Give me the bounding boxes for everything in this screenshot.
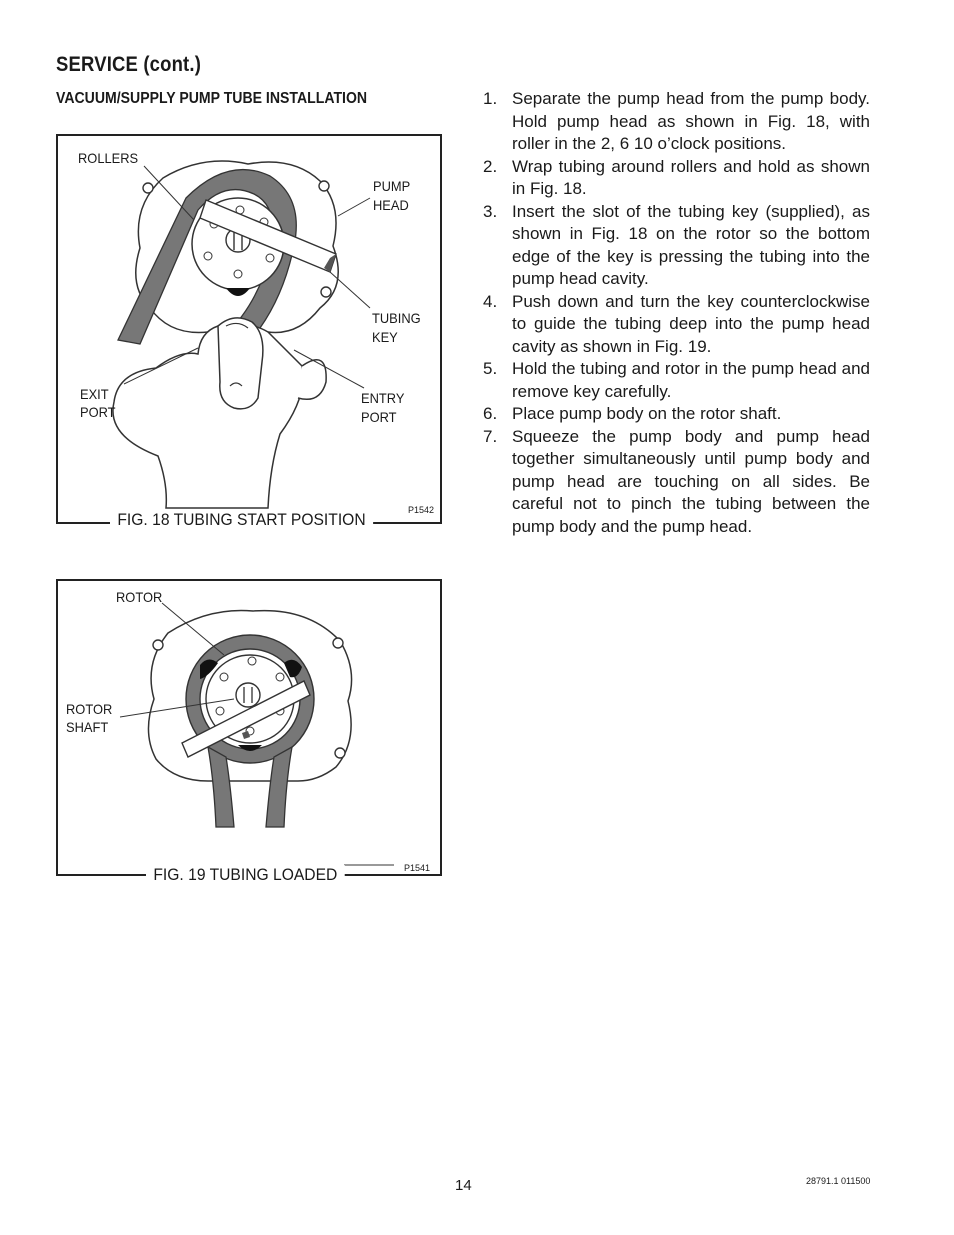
step-number: 3. [483,201,498,221]
step-item [483,403,870,426]
label-rotor-shaft-line1: ROTOR [66,701,113,717]
step-text: Place pump body on the rotor shaft. [512,404,782,423]
label-pump-head-line2: HEAD [373,197,409,213]
figure-18 [56,134,442,529]
document-code: 28791.1 011500 [806,1176,871,1186]
step-number: 1. [483,89,498,108]
step-item [483,426,870,539]
page-title: SERVICE (cont.) [56,53,202,76]
figure-caption: FIG. 19 TUBING LOADED [146,865,345,885]
label-tubing-key-line1: TUBING [372,310,421,326]
figure-caption: FIG. 18 TUBING START POSITION [110,510,373,530]
step-item [483,358,870,403]
step-number: 5. [483,359,498,378]
step-text: Wrap tubing around rollers and hold as shown in Fig. 18. [512,156,870,198]
step-item [483,156,870,201]
step-number: 7. [483,426,498,446]
page-number: 14 [455,1177,472,1194]
step-text: Squeeze the pump body and pump head together simultaneously until pump body and pump head are touching on all sides. Be careful not to pinch the tubing between the pump body and the pump head. [512,426,870,536]
step-item [483,88,870,156]
label-entry-port-line1: ENTRY [361,390,405,406]
label-entry-port-line2: PORT [361,409,397,425]
figure-code: P1542 [408,505,435,515]
step-number: 6. [483,404,498,423]
step-text: Hold the tubing and rotor in the pump head and remove key carefully. [512,359,870,401]
label-rotor-shaft-line2: SHAFT [66,719,109,735]
step-text: Insert the slot of the tubing key (supplied), as shown in Fig. 18 on the rotor so the bottom edge of the key is pressing the tubing into the pump head cavity. [512,201,870,288]
step-number: 4. [483,291,498,311]
label-exit-port-line1: EXIT [80,386,109,402]
label-exit-port-line2: PORT [80,404,116,420]
installation-steps [483,88,870,538]
step-text: Push down and turn the key counterclockwise to guide the tubing deep into the pump head cavity as shown in Fig. 19. [512,291,870,356]
figure-19 [56,579,442,884]
step-number: 2. [483,156,498,176]
label-rotor: ROTOR [116,589,163,605]
section-title: VACUUM/SUPPLY PUMP TUBE INSTALLATION [56,90,368,107]
label-pump-head-line1: PUMP [373,178,411,194]
pump-tubing-loaded-illustration [58,581,440,874]
label-tubing-key-line2: KEY [372,329,398,345]
step-text: Separate the pump head from the pump body. Hold pump head as shown in Fig. 18, with roller in the 2, 6 10 o’clock positions. [512,89,870,153]
figure-code: P1541 [404,863,431,873]
step-item [483,291,870,359]
step-item [483,201,870,291]
label-rollers: ROLLERS [78,150,139,166]
